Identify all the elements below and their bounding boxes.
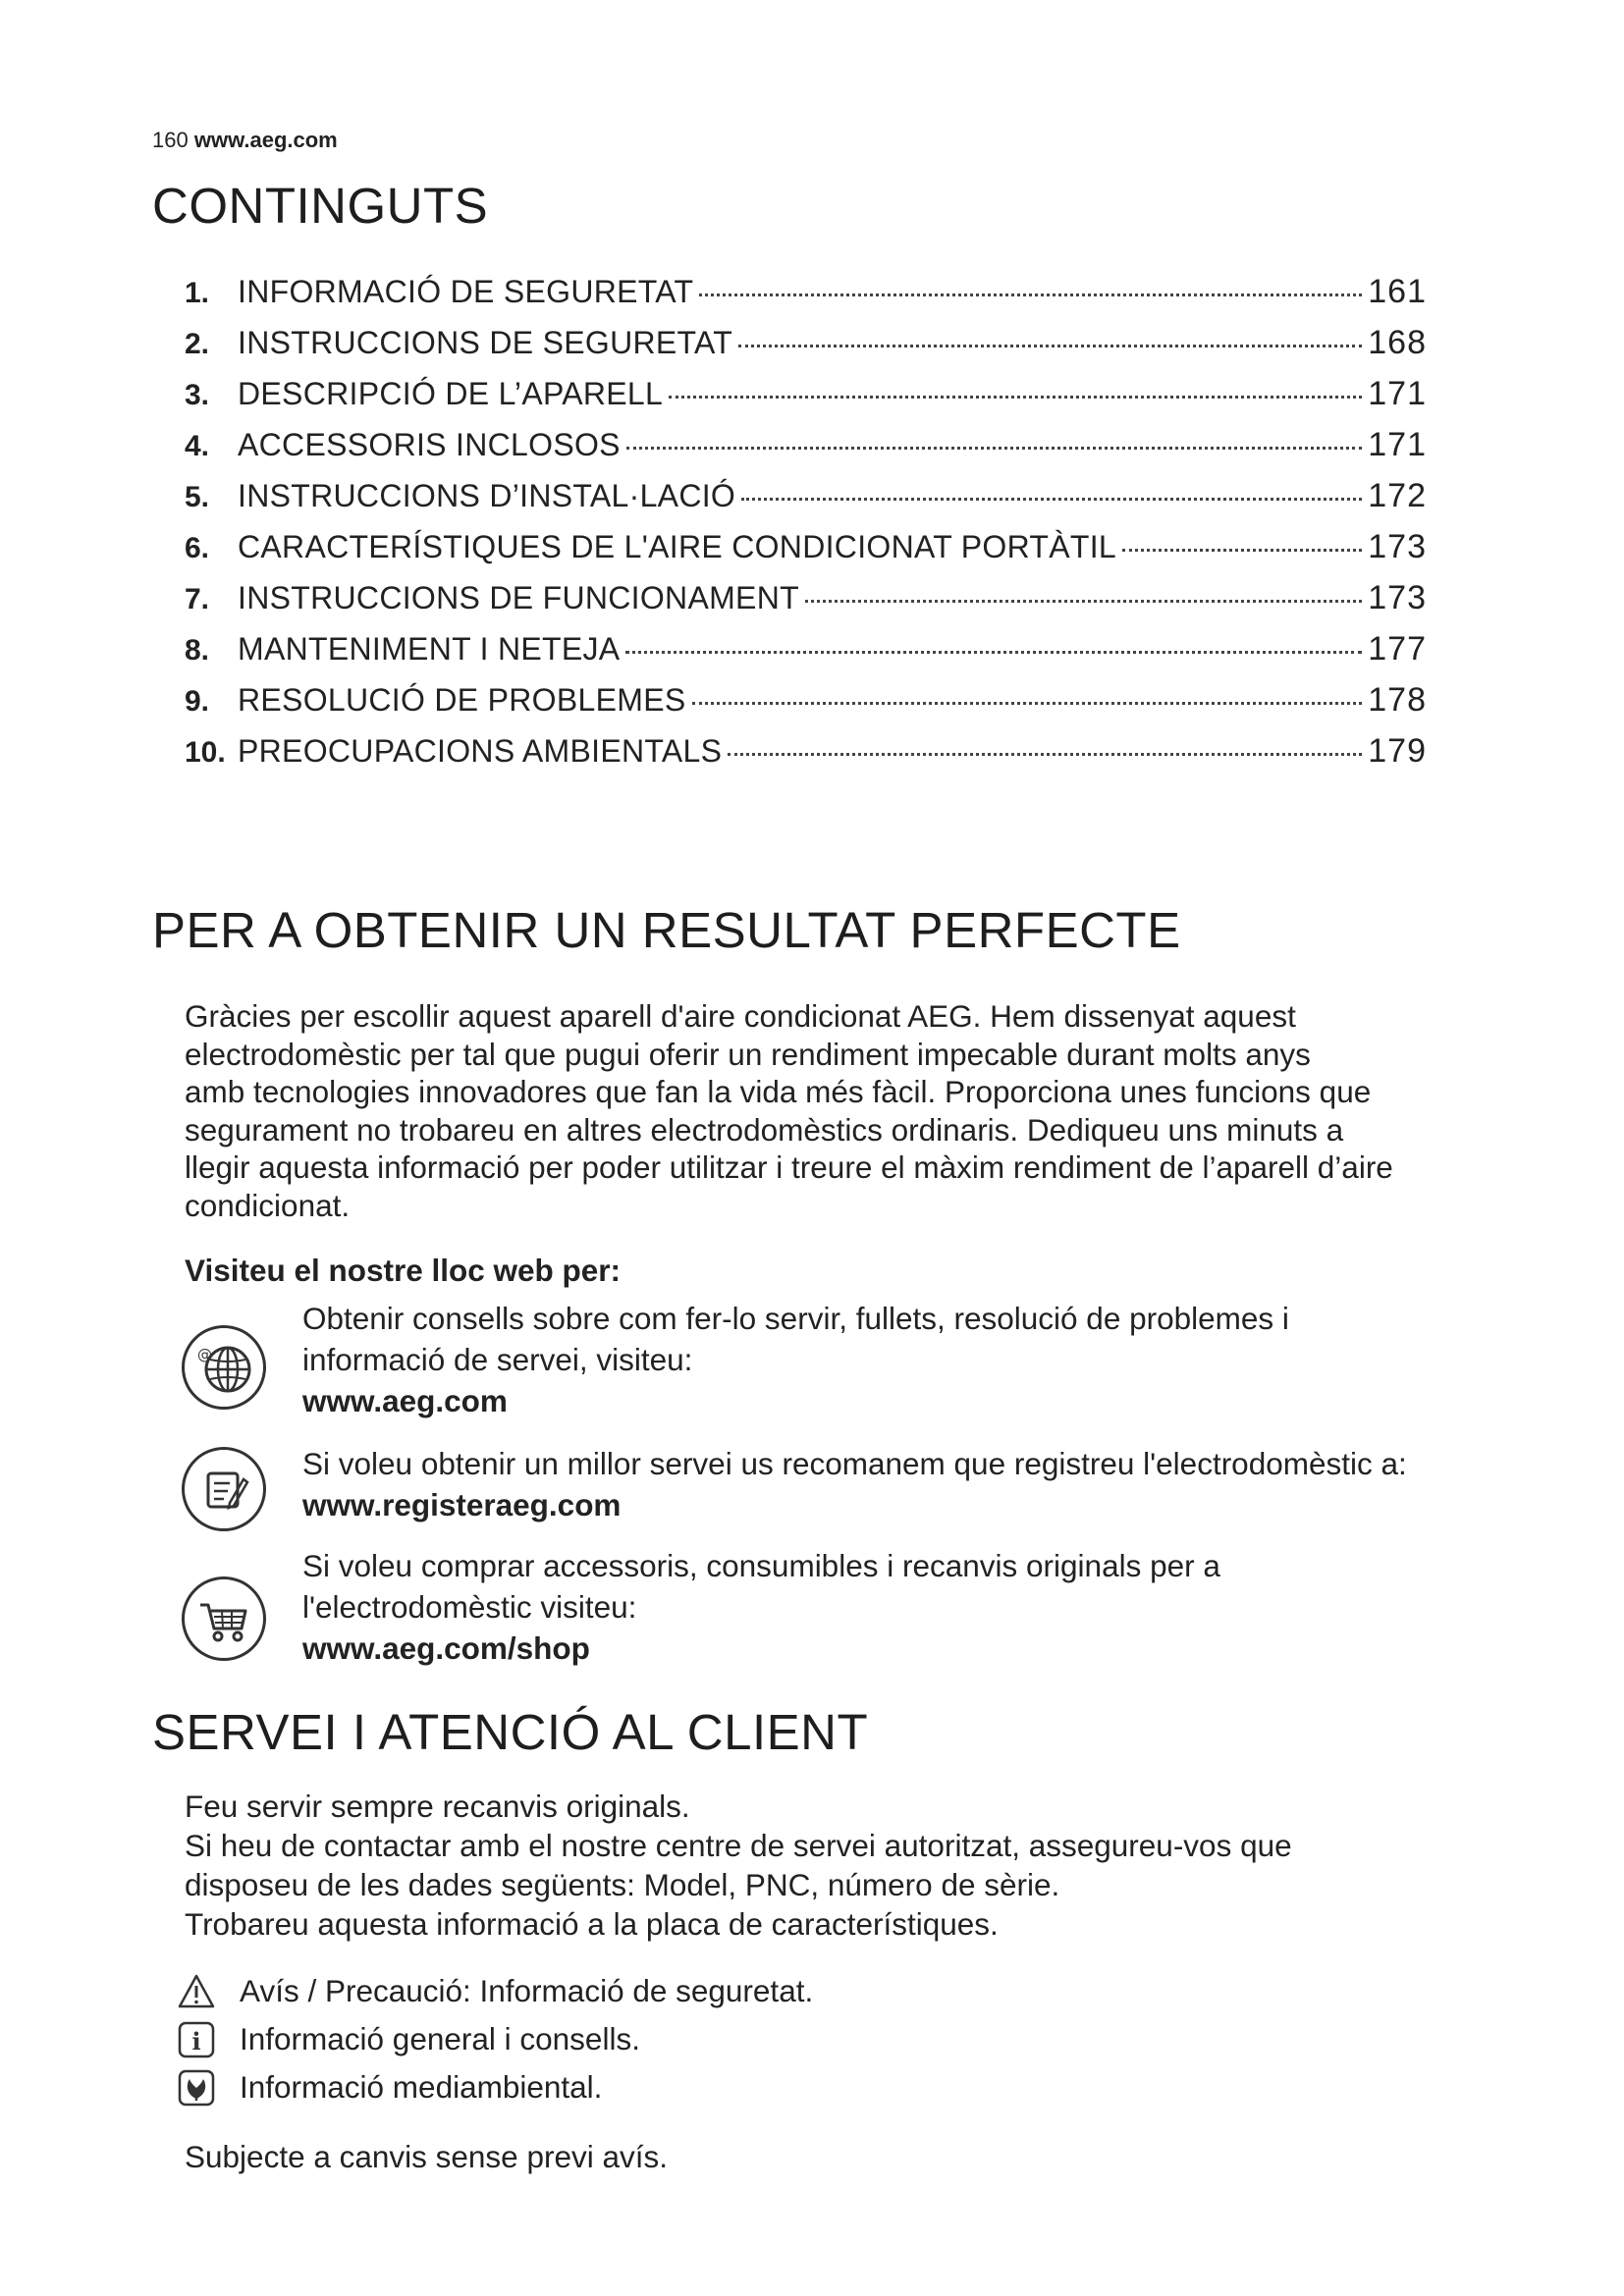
toc-item-page: 171 (1368, 426, 1427, 463)
web-item-line: l'electrodomèstic visiteu: (302, 1589, 637, 1625)
toc-item-number: 9. (185, 685, 210, 718)
toc-item[interactable] (185, 732, 1427, 783)
toc-leader-dots (625, 651, 1362, 654)
toc-item[interactable] (185, 681, 1427, 732)
legend-text: Informació general i consells. (240, 2021, 640, 2056)
shop-website-link[interactable]: www.aeg.com/shop (302, 1630, 590, 1666)
register-website-link[interactable]: www.registeraeg.com (302, 1487, 622, 1522)
service-line: Trobareu aquesta informació a la placa de característiques. (185, 1906, 999, 1942)
toc-item-label: CARACTERÍSTIQUES DE L'AIRE CONDICIONAT PORTÀTIL (238, 529, 1117, 564)
aeg-website-link[interactable]: www.aeg.com (302, 1383, 508, 1418)
toc-leader-dots (805, 600, 1362, 603)
toc-leader-dots (692, 702, 1363, 705)
toc-item-number: 8. (185, 634, 210, 667)
toc-item[interactable] (185, 375, 1427, 426)
legend-item-environment (177, 2063, 813, 2111)
header-site-link[interactable]: www.aeg.com (193, 128, 338, 152)
intro-line: llegir aquesta informació per poder utilitzar i treure el màxim rendiment de l’aparell d’aire (185, 1149, 1393, 1185)
intro-line: electrodomèstic per tal que pugui oferir un rendiment impecable durant molts anys (185, 1036, 1311, 1072)
info-icon (177, 2020, 216, 2059)
toc-item-number: 7. (185, 583, 210, 615)
toc-leader-dots (738, 345, 1362, 347)
toc-item-page: 168 (1368, 324, 1427, 361)
toc-item[interactable] (185, 324, 1427, 375)
visit-website-heading: Visiteu el nostre lloc web per: (185, 1253, 622, 1288)
legend-item-warning (177, 1967, 813, 2015)
page-header (152, 128, 338, 153)
symbol-legend (177, 1967, 813, 2111)
toc-leader-dots (728, 753, 1362, 756)
web-item-line: Si voleu obtenir un millor servei us recomanem que registreu l'electrodomèstic a: (302, 1446, 1407, 1481)
svg-text:i: i (191, 2026, 201, 2056)
customer-service-title: SERVEI I ATENCIÓ AL CLIENT (152, 1704, 869, 1760)
toc-item[interactable] (185, 528, 1427, 579)
web-item-text (302, 1298, 1520, 1421)
toc-item-label: INSTRUCCIONS DE SEGURETAT (238, 325, 733, 360)
toc-item-number: 5. (185, 481, 210, 513)
toc-item[interactable] (185, 426, 1427, 477)
globe-icon (182, 1325, 266, 1410)
intro-line: amb tecnologies innovadores que fan la vida més fàcil. Proporciona unes funcions que (185, 1074, 1372, 1109)
web-item-text (302, 1443, 1520, 1525)
toc-item-page: 172 (1368, 477, 1427, 514)
toc-item[interactable] (185, 273, 1427, 324)
toc-leader-dots (741, 498, 1362, 501)
page-number: 160 (152, 128, 189, 152)
web-item-text (302, 1545, 1520, 1669)
svg-text:@: @ (197, 1346, 212, 1363)
toc-item-label: INSTRUCCIONS DE FUNCIONAMENT (238, 580, 799, 615)
service-line: Si heu de contactar amb el nostre centre de servei autoritzat, assegureu-vos que (185, 1828, 1292, 1863)
toc-item-page: 177 (1368, 630, 1427, 667)
legend-item-info (177, 2015, 813, 2063)
legend-text: Avís / Precaució: Informació de seguretat. (240, 1973, 814, 2008)
toc-item-label: INFORMACIÓ DE SEGURETAT (238, 274, 694, 309)
subject-to-change-note: Subjecte a canvis sense previ avís. (185, 2139, 669, 2174)
toc-item-page: 171 (1368, 375, 1427, 412)
toc-item-number: 3. (185, 379, 210, 411)
toc-item-number: 10. (185, 736, 226, 769)
web-item-line: Obtenir consells sobre com fer-lo servir, fullets, resolució de problemes i (302, 1301, 1289, 1336)
toc-leader-dots (699, 294, 1362, 296)
legend-text: Informació mediambiental. (240, 2069, 603, 2105)
perfect-result-title: PER A OBTENIR UN RESULTAT PERFECTE (152, 902, 1181, 958)
web-item-line: informació de servei, visiteu: (302, 1342, 693, 1377)
toc-item-number: 4. (185, 430, 210, 462)
intro-line: Gràcies per escollir aquest aparell d'aire condicionat AEG. Hem dissenyat aquest (185, 998, 1296, 1034)
service-line: Feu servir sempre recanvis originals. (185, 1789, 690, 1824)
toc-item[interactable] (185, 477, 1427, 528)
register-icon (182, 1447, 266, 1531)
toc-item[interactable] (185, 579, 1427, 630)
toc-item-label: PREOCUPACIONS AMBIENTALS (238, 733, 723, 769)
toc-item-label: MANTENIMENT I NETEJA (238, 631, 621, 667)
toc-item-number: 1. (185, 277, 210, 309)
toc-item-label: ACCESSORIS INCLOSOS (238, 427, 621, 462)
intro-line: segurament no trobareu en altres electrodomèstics ordinaris. Dediqueu uns minuts a (185, 1111, 1344, 1148)
toc-item-page: 161 (1368, 273, 1427, 310)
toc-item-label: DESCRIPCIÓ DE L’APARELL (238, 376, 664, 411)
toc-leader-dots (626, 447, 1362, 450)
toc-item-page: 173 (1368, 579, 1427, 616)
toc-item-number: 2. (185, 328, 210, 360)
cart-icon (182, 1576, 266, 1661)
intro-paragraph (185, 997, 1500, 1224)
service-line: disposeu de les dades següents: Model, PNC, número de sèrie. (185, 1867, 1060, 1902)
toc-item-label: RESOLUCIÓ DE PROBLEMES (238, 682, 686, 718)
environment-icon (177, 2068, 216, 2108)
web-item-line: Si voleu comprar accessoris, consumibles i recanvis originals per a (302, 1548, 1220, 1583)
toc-item-number: 6. (185, 532, 210, 564)
toc-item-page: 179 (1368, 732, 1427, 770)
warning-icon (177, 1972, 216, 2011)
toc-leader-dots (1122, 549, 1362, 552)
table-of-contents (185, 273, 1427, 783)
toc-item-page: 178 (1368, 681, 1427, 719)
toc-item-label: INSTRUCCIONS D’INSTAL·LACIÓ (238, 478, 736, 513)
contents-title: CONTINGUTS (152, 178, 489, 234)
toc-item[interactable] (185, 630, 1427, 681)
service-paragraph (185, 1787, 1500, 1944)
toc-leader-dots (669, 396, 1362, 399)
intro-line: condicionat. (185, 1187, 351, 1223)
toc-item-page: 173 (1368, 528, 1427, 565)
